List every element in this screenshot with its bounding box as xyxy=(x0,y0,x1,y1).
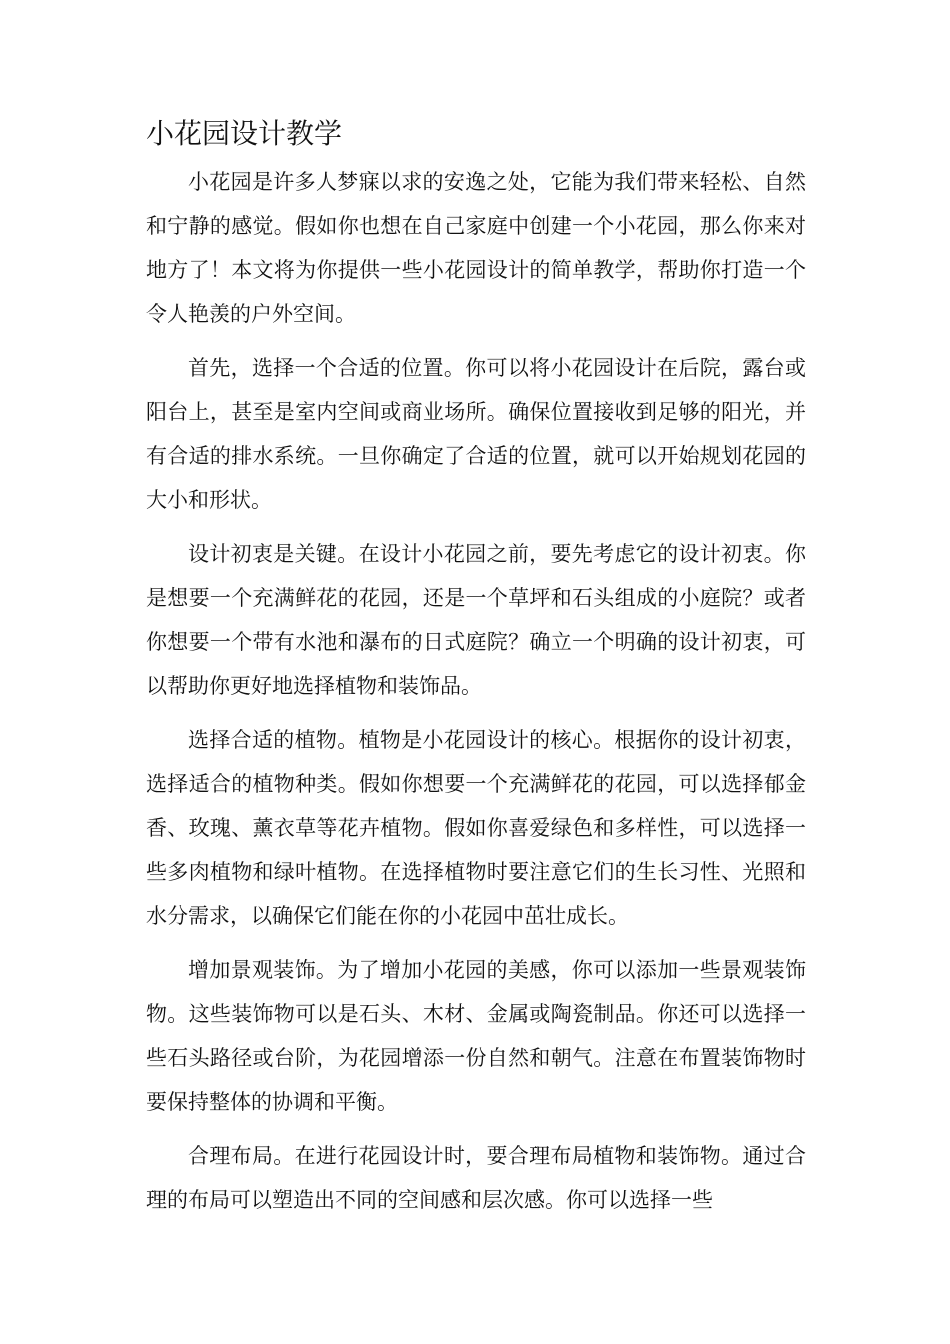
document-body xyxy=(146,112,806,1232)
paragraph-design-intent: 设计初衷是关键。在设计小花园之前，要先考虑它的设计初衷。你是想要一个充满鲜花的花园，还是一个草坪和石头组成的小庭院？或者你想要一个带有水池和瀑布的日式庭院？确立一个明确的设计初衷，可以帮助你更好地选择植物和装饰品。 xyxy=(146,542,806,698)
paragraph-intro: 小花园是许多人梦寐以求的安逸之处，它能为我们带来轻松、自然和宁静的感觉。假如你也想在自己家庭中创建一个小花园，那么你来对地方了！本文将为你提供一些小花园设计的简单教学，帮助你打造一个令人艳羡的户外空间。 xyxy=(146,170,806,326)
paragraph-plants: 选择合适的植物。植物是小花园设计的核心。根据你的设计初衷，选择适合的植物种类。假如你想要一个充满鲜花的花园，可以选择郁金香、玫瑰、薰衣草等花卉植物。假如你喜爱绿色和多样性，可以选择一些多肉植物和绿叶植物。在选择植物时要注意它们的生长习性、光照和水分需求，以确保它们能在你的小花园中茁壮成长。 xyxy=(146,728,806,928)
paragraph-layout: 合理布局。在进行花园设计时，要合理布局植物和装饰物。通过合理的布局可以塑造出不同的空间感和层次感。你可以选择一些 xyxy=(146,1144,806,1212)
document-title: 小花园设计教学 xyxy=(146,117,343,150)
paragraph-decoration: 增加景观装饰。为了增加小花园的美感，你可以添加一些景观装饰物。这些装饰物可以是石头、木材、金属或陶瓷制品。你还可以选择一些石头路径或台阶，为花园增添一份自然和朝气。注意在布置装饰物时要保持整体的协调和平衡。 xyxy=(146,958,806,1114)
paragraph-location: 首先，选择一个合适的位置。你可以将小花园设计在后院，露台或阳台上，甚至是室内空间或商业场所。确保位置接收到足够的阳光，并有合适的排水系统。一旦你确定了合适的位置，就可以开始规划花园的大小和形状。 xyxy=(146,356,806,512)
